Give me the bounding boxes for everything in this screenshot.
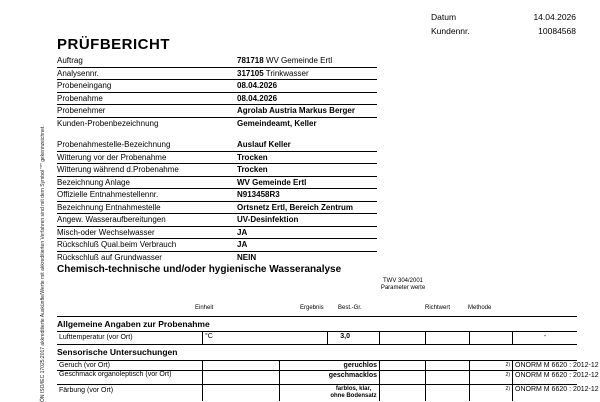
col-methode: Methode xyxy=(468,305,492,311)
info-value-bold: JA xyxy=(237,240,248,249)
info-value: Trinkwasser xyxy=(265,68,309,78)
info-label: Probenahmestelle-Bezeichnung xyxy=(57,140,171,149)
note: 2) xyxy=(505,386,510,392)
info-row xyxy=(57,189,377,202)
info-value-bold: JA xyxy=(237,227,248,237)
info-value-bold: 317105 xyxy=(237,68,264,78)
sample-info-list xyxy=(57,55,377,263)
header-labels xyxy=(431,10,470,38)
info-row xyxy=(57,152,377,165)
table-top-rule xyxy=(57,316,577,317)
result: farblos, klar, ohne Bodensatz xyxy=(330,386,377,399)
info-label: Witterung während d.Probenahme xyxy=(57,165,179,174)
group-title: Sensorische Untersuchungen xyxy=(57,347,178,357)
unit-cell xyxy=(202,332,327,344)
info-label: Probeneingang xyxy=(57,81,112,90)
info-value-bold: N913458R3 xyxy=(237,190,280,199)
table-row xyxy=(57,384,599,401)
param-name: Färbung (vor Ort) xyxy=(59,387,114,394)
date-label: Datum xyxy=(431,12,457,22)
note: 2) xyxy=(505,372,510,378)
info-label: Witterung vor der Probenahme xyxy=(57,152,167,162)
method: ÖNORM M 6620 : 2012-12 xyxy=(515,362,599,369)
col-richtwert: Richtwert xyxy=(425,305,451,311)
info-row xyxy=(57,164,377,177)
col-twv: TWV 304/2001 Parameter werte xyxy=(380,278,426,291)
note-cell xyxy=(469,385,512,401)
group-title: Allgemeine Angaben zur Probenahme xyxy=(57,319,210,329)
col-best-gr: Best.-Gr. xyxy=(338,305,362,311)
info-row xyxy=(57,214,377,227)
unit: °C xyxy=(205,333,213,340)
result: geruchlos xyxy=(343,362,377,369)
info-value-bold: WV Gemeinde Ertl xyxy=(237,177,307,187)
info-value-bold: 08.04.2026 xyxy=(237,81,278,90)
header-values xyxy=(533,10,576,38)
info-row xyxy=(57,68,377,81)
table-row xyxy=(57,331,577,345)
info-row xyxy=(57,177,377,190)
info-label: Rückschluß Qual.beim Verbrauch xyxy=(57,240,177,249)
param-name: Geschmack organoleptisch (vor Ort) xyxy=(59,371,172,378)
result-cell xyxy=(327,332,352,344)
method: - xyxy=(543,333,547,340)
result-cell xyxy=(279,385,379,401)
info-label: Auftrag xyxy=(57,56,83,65)
result: geschmacklos xyxy=(328,372,377,379)
param-name: Lufttemperatur (vor Ort) xyxy=(59,334,133,341)
method: ÖNORM M 6620 : 2012-12 xyxy=(515,386,599,393)
method: ÖNORM M 6620 : 2012-12 xyxy=(515,372,599,379)
info-row xyxy=(57,105,377,118)
info-row xyxy=(57,139,377,152)
method-cell xyxy=(512,371,599,385)
info-value-bold: NEIN xyxy=(237,252,257,262)
info-value-bold: 781718 xyxy=(237,56,264,65)
customer-number-label: Kundennr. xyxy=(431,26,470,36)
info-label: Angew. Wasseraufbereitungen xyxy=(57,215,166,224)
info-value-bold: Gemeindeamt, Keller xyxy=(237,118,317,128)
accreditation-side-note: ÖN ISO/IEC 17025:2017 akkreditierte Auskünfte/Werte mit akkreditierten Verfahren sind mit dem Symbol "*" gekennzeichnet. xyxy=(40,125,46,402)
result: 3,0 xyxy=(340,333,350,340)
info-value-bold: Trocken xyxy=(237,165,268,174)
table-row xyxy=(57,370,599,385)
method-cell xyxy=(512,385,599,401)
info-value: WV Gemeinde Ertl xyxy=(265,56,333,65)
info-label: Offizielle Entnahmestellennr. xyxy=(57,190,159,199)
info-value-bold: Agrolab Austria Markus Berger xyxy=(237,106,355,115)
info-row xyxy=(57,202,377,215)
info-row xyxy=(57,93,377,106)
note-cell xyxy=(469,371,512,385)
info-label: Rückschluß auf Grundwasser xyxy=(57,252,162,262)
info-value-bold: UV-Desinfektion xyxy=(237,215,299,224)
page-title: PRÜFBERICHT xyxy=(57,36,170,53)
info-label: Bezeichnung Anlage xyxy=(57,177,130,187)
info-label: Analysennr. xyxy=(57,68,99,78)
info-value-bold: Trocken xyxy=(237,152,268,162)
info-row xyxy=(57,80,377,93)
customer-number-value: 10084568 xyxy=(538,26,576,36)
info-row xyxy=(57,252,377,264)
info-label: Probenehmer xyxy=(57,106,106,115)
info-label: Misch-oder Wechselwasser xyxy=(57,227,155,237)
info-row xyxy=(57,227,377,240)
method-cell xyxy=(512,332,577,344)
note: 2) xyxy=(505,362,510,368)
info-value-bold: 08.04.2026 xyxy=(237,93,278,103)
info-value-bold: Auslauf Keller xyxy=(237,140,291,149)
col-einheit: Einheit xyxy=(195,305,214,311)
info-row xyxy=(57,55,377,68)
col-ergebnis: Ergebnis xyxy=(300,305,324,311)
date-value: 14.04.2026 xyxy=(533,12,576,22)
info-row xyxy=(57,239,377,252)
info-value-bold: Ortsnetz Ertl, Bereich Zentrum xyxy=(237,202,354,212)
result-cell xyxy=(279,371,379,385)
info-label: Bezeichnung Entnahmestelle xyxy=(57,202,161,212)
info-label: Kunden-Probenbezeichnung xyxy=(57,118,159,128)
param-name: Geruch (vor Ort) xyxy=(59,362,110,369)
info-row xyxy=(57,118,377,130)
info-label: Probenahme xyxy=(57,93,103,103)
analysis-title: Chemisch-technische und/oder hygienische Wasseranalyse xyxy=(57,264,342,275)
